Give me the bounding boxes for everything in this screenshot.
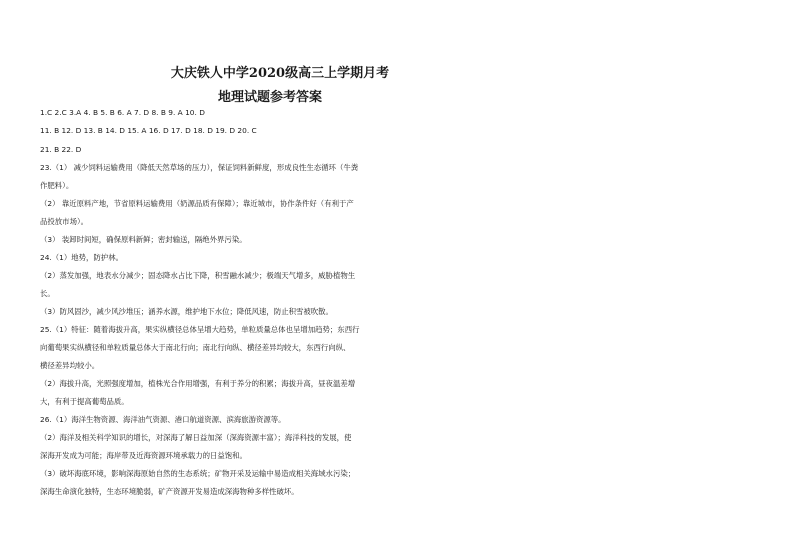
q23-line-4: 品投放市场）。 [40,217,89,226]
q25-line-4: （2）海拔升高，光照强度增加，植株光合作用增强，有利于养分的积累；海拔升高，昼夜温差增 [40,379,356,388]
q23-line-1: 23.（1） 减少饲料运输费用（降低天然草场的压力），保证饲料新鲜度，形成良性生态循环（牛粪 [40,163,359,172]
choice-answers-line-1: 1.C 2.C 3.A 4. B 5. B 6. A 7. D 8. B 9. A 10. D [40,108,205,117]
q26-line-5: 深海生命演化独特，生态环境脆弱，矿产资源开发易造成深海物种多样性破坏。 [40,487,299,496]
q26-line-1: 26.（1）海洋生物资源、海洋油气资源、港口航道资源、滨海旅游资源等。 [40,415,286,424]
choice-answers-line-2: 11. B 12. D 13. B 14. D 15. A 16. D 17. D 18. D 19. D 20. C [40,126,257,135]
q23-line-3: （2） 靠近原料产地，节省原料运输费用（奶源品质有保障）；靠近城市，协作条件好（有利于产 [40,199,354,208]
q26-line-2: （2）海洋及相关科学知识的增长，对深海了解日益加深（深海资源丰富）；海洋科技的发展，使 [40,433,352,442]
page-title: 大庆铁人中学2020级高三上学期月考 [170,66,390,81]
q24-line-4: （3）防风固沙，减少风沙堆压；涵养水源，维护地下水位；降低风速，防止积雪被吹散。 [40,307,333,316]
q23-line-2: 作肥料）。 [40,181,74,190]
q24-line-3: 长。 [40,289,55,298]
q24-line-1: 24.（1）地势，防护林。 [40,253,123,262]
q25-line-3: 横径差异均较小。 [40,361,100,370]
q25-line-5: 大，有利于提高葡萄品质。 [40,397,129,406]
q26-line-4: （3）破坏海底环境，影响深海原始自然的生态系统；矿物开采及运输中易造成相关海域水污染； [40,469,356,478]
q23-line-5: （3） 装卸时间短，确保原料新鲜；密封输送，隔绝外界污染。 [40,235,247,244]
page-subtitle: 地理试题参考答案 [217,90,322,105]
q25-line-2: 向葡萄果实纵横径和单粒质量总体大于南北行向；南北行向纵、横径差异均较大，东西行向纵、 [40,343,351,352]
q24-line-2: （2）蒸发加强，地表水分减少；固态降水占比下降，积雪融水减少；极端天气增多，威胁植物生 [40,271,356,280]
choice-answers-line-3: 21. B 22. D [40,145,82,154]
q25-line-1: 25.（1）特征：随着海拔升高，果实纵横径总体呈增大趋势，单粒质量总体也呈增加趋势；东西行 [40,325,360,334]
q26-line-3: 深海开发成为可能；海岸带及近海资源环境承载力的日益饱和。 [40,451,247,460]
